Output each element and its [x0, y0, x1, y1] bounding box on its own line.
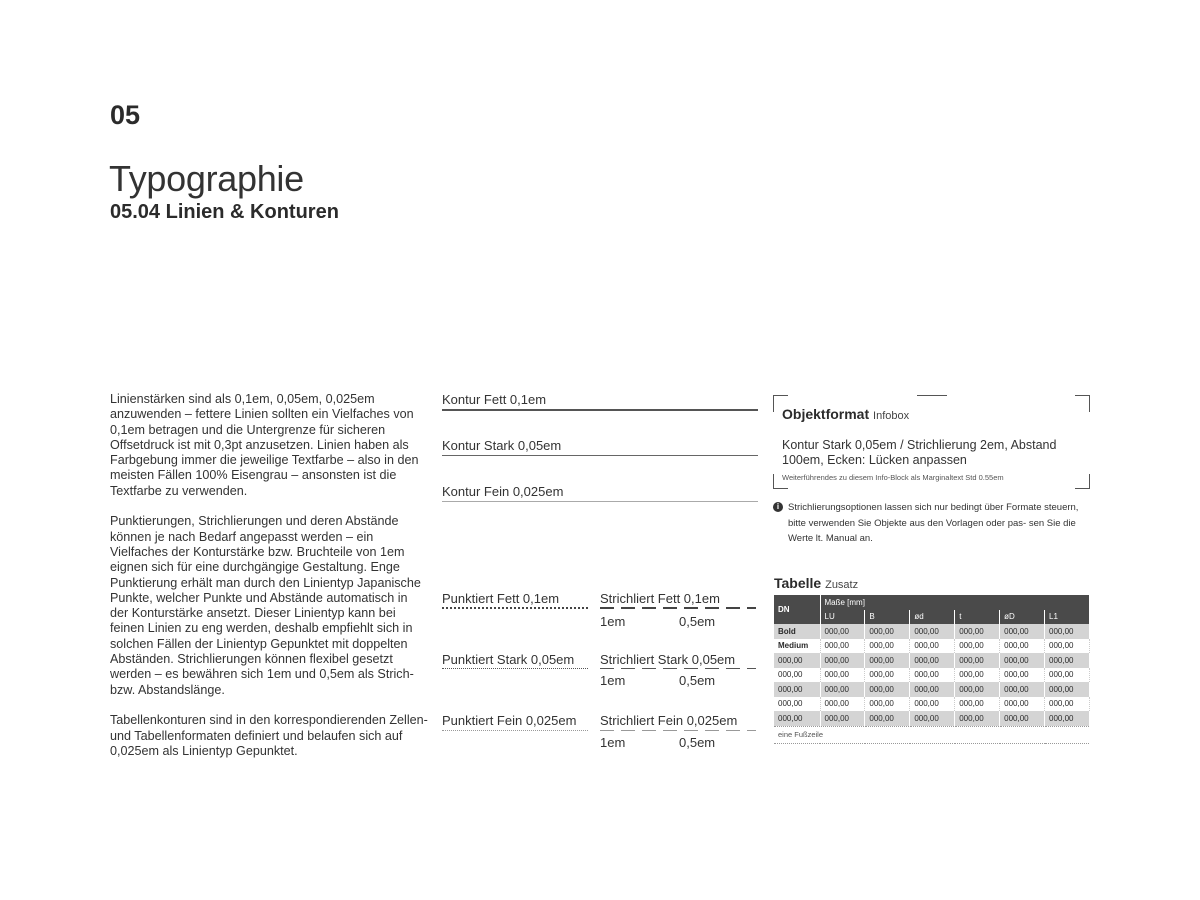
info-icon: i [773, 502, 783, 512]
table-cell: 000,00 [820, 682, 865, 697]
table-cell: 000,00 [1000, 639, 1045, 654]
strichliert-line-fett [600, 606, 756, 610]
table-title-main: Tabelle [774, 575, 822, 591]
table-column-header: B [865, 610, 910, 625]
body-paragraph: Tabellenkonturen sind in den korrespondierenden Zellen- und Tabellenformaten definiert und belaufen sich auf 0,025em als Linientyp Gepunktet. [110, 713, 428, 758]
table-row [774, 668, 1090, 683]
table-cell: 000,00 [865, 682, 910, 697]
table-cell: 000,00 [1000, 668, 1045, 683]
table-cell: 000,00 [910, 624, 955, 639]
infobox-marginal-text: Weiterführendes zu diesem Info-Block als Marginaltext Std 0.55em [782, 473, 1004, 482]
table-row [774, 697, 1090, 712]
table-cell: 000,00 [1045, 624, 1090, 639]
gap-length-label: 0,5em [679, 735, 716, 750]
table-column-header: t [955, 610, 1000, 625]
table-cell: 000,00 [1000, 697, 1045, 712]
chapter-number: 05 [110, 100, 141, 130]
table-cell: 000,00 [955, 639, 1000, 654]
table-row [774, 624, 1090, 639]
table-cell: 000,00 [820, 624, 865, 639]
punktiert-line-fein [442, 730, 588, 731]
table-row-label: Medium [774, 639, 820, 654]
gap-length-label: 0,5em [679, 673, 716, 688]
table-cell: 000,00 [955, 668, 1000, 683]
punktiert-line-stark [442, 668, 588, 669]
table-row-header: DN [774, 595, 820, 624]
table-cell: 000,00 [865, 668, 910, 683]
table-cell: 000,00 [910, 711, 955, 726]
hint-text: Strichlierungsoptionen lassen sich nur bedingt über Formate steuern, bitte verwenden Sie Objekte aus den Vorlagen oder pas- sen Sie die Werte lt. Manual an. [788, 502, 1079, 544]
table-cell: 000,00 [1000, 711, 1045, 726]
table-cell: 000,00 [1045, 668, 1090, 683]
table-cell: 000,00 [955, 682, 1000, 697]
table-cell: 000,00 [910, 697, 955, 712]
dash-length-label: 1em [600, 614, 626, 629]
infobox-title-main: Objektformat [782, 406, 870, 422]
kontur-label: Kontur Fein 0,025em [442, 484, 564, 499]
table-cell: 000,00 [1045, 697, 1090, 712]
punktiert-label: Punktiert Fett 0,1em [442, 591, 560, 606]
table-cell: 000,00 [1000, 624, 1045, 639]
table-row-label: 000,00 [774, 668, 820, 683]
table-column-header: øD [1000, 610, 1045, 625]
table-title-suffix: Zusatz [825, 579, 859, 591]
kontur-sample-fein [442, 484, 758, 502]
table-cell: 000,00 [865, 639, 910, 654]
table-cell: 000,00 [865, 697, 910, 712]
table-row-label: 000,00 [774, 711, 820, 726]
infobox-edge-mark [917, 395, 947, 396]
table-column-header: LU [820, 610, 865, 625]
table-cell: 000,00 [910, 668, 955, 683]
kontur-line-fett [442, 409, 758, 411]
table-column-header: L1 [1045, 610, 1090, 625]
table-cell: 000,00 [910, 682, 955, 697]
table-cell: 000,00 [820, 668, 865, 683]
table-row [774, 682, 1090, 697]
kontur-label: Kontur Stark 0,05em [442, 438, 562, 453]
table-group-header: Maße [mm] [820, 595, 1090, 610]
table-footer: eine Fußzeile [774, 726, 1090, 743]
punktiert-line-fett [442, 607, 588, 609]
kontur-line-stark [442, 455, 758, 456]
punktiert-label: Punktiert Fein 0,025em [442, 713, 577, 728]
table-cell: 000,00 [955, 653, 1000, 668]
infobox-title [782, 406, 909, 422]
table-cell: 000,00 [820, 639, 865, 654]
sample-table [774, 595, 1090, 744]
table-row-label: 000,00 [774, 697, 820, 712]
table-row-label: 000,00 [774, 653, 820, 668]
table-body [774, 624, 1090, 726]
table-cell: 000,00 [1045, 682, 1090, 697]
table-cell: 000,00 [955, 624, 1000, 639]
kontur-sample-stark [442, 438, 758, 456]
table-cell: 000,00 [1000, 653, 1045, 668]
table-row-label: Bold [774, 624, 820, 639]
table-cell: 000,00 [955, 697, 1000, 712]
infobox-corner [1075, 395, 1090, 412]
table-cell: 000,00 [955, 711, 1000, 726]
body-text [110, 392, 428, 774]
body-paragraph: Linienstärken sind als 0,1em, 0,05em, 0,025em anzuwenden – fettere Linien sollten ein Vielfaches von 0,1em betragen und die Untergrenze für sicheren Offsetdruck ist mit 0,3pt anzusetzen. Linien haben als Farbgebung immer die jeweilige Textfarbe – also in den meisten Fällen 100% Eisengrau – ansonsten ist die Textfarbe zu verwenden. [110, 392, 419, 498]
table-row [774, 639, 1090, 654]
strichliert-line-fein [600, 729, 756, 732]
table-cell: 000,00 [820, 697, 865, 712]
gap-length-label: 0,5em [679, 614, 716, 629]
table-cell: 000,00 [820, 653, 865, 668]
table-title [774, 575, 858, 591]
table-cell: 000,00 [910, 653, 955, 668]
infobox-body: Kontur Stark 0,05em / Strichlierung 2em, Abstand 100em, Ecken: Lücken anpassen [782, 438, 1057, 467]
section-subtitle: 05.04 Linien & Konturen [110, 201, 339, 223]
infobox-corner [1075, 474, 1090, 489]
kontur-line-fein [442, 501, 758, 502]
table-column-header: ød [910, 610, 955, 625]
kontur-sample-fett [442, 392, 758, 411]
infobox-title-suffix: Infobox [873, 410, 910, 422]
table-cell: 000,00 [1045, 639, 1090, 654]
strichliert-label: Strichliert Fein 0,025em [600, 713, 738, 728]
page-title: Typographie [109, 158, 304, 199]
dash-length-label: 1em [600, 673, 626, 688]
strichliert-label: Strichliert Stark 0,05em [600, 652, 736, 667]
kontur-label: Kontur Fett 0,1em [442, 392, 547, 407]
table-row [774, 711, 1090, 726]
table-cell: 000,00 [1000, 682, 1045, 697]
table-cell: 000,00 [820, 711, 865, 726]
table-row-label: 000,00 [774, 682, 820, 697]
table-cell: 000,00 [1045, 711, 1090, 726]
table-cell: 000,00 [865, 624, 910, 639]
table-cell: 000,00 [910, 639, 955, 654]
table-cell: 000,00 [865, 653, 910, 668]
punktiert-label: Punktiert Stark 0,05em [442, 652, 575, 667]
table-row [774, 653, 1090, 668]
table-cell: 000,00 [1045, 653, 1090, 668]
strichliert-label: Strichliert Fett 0,1em [600, 591, 720, 606]
strichliert-line-stark [600, 667, 756, 670]
body-paragraph: Punktierungen, Strichlierungen und deren Abstände können je nach Bedarf angepasst werden – ein Vielfaches der Konturstärke bzw. Bruchteile von 1em eignen sich für eine durchgängige Gestaltung. Enge Punktierung erhält man durch den Linientyp Japanische Punkte, welcher Punkte und Abstände automatisch in der Konturstärke ansetzt. Dieser Linientyp kann bei feinen Linien zu eng werden, deshalb empfiehlt sich in solchen Fällen der Linientyp Gepunktet mit doppelten Abständen. Strichlierungen können flexibel gesetzt werden – es bewähren sich 1em und 0,5em als Strich- bzw. Abstandslänge. [110, 514, 421, 697]
table-cell: 000,00 [865, 711, 910, 726]
dash-length-label: 1em [600, 735, 626, 750]
